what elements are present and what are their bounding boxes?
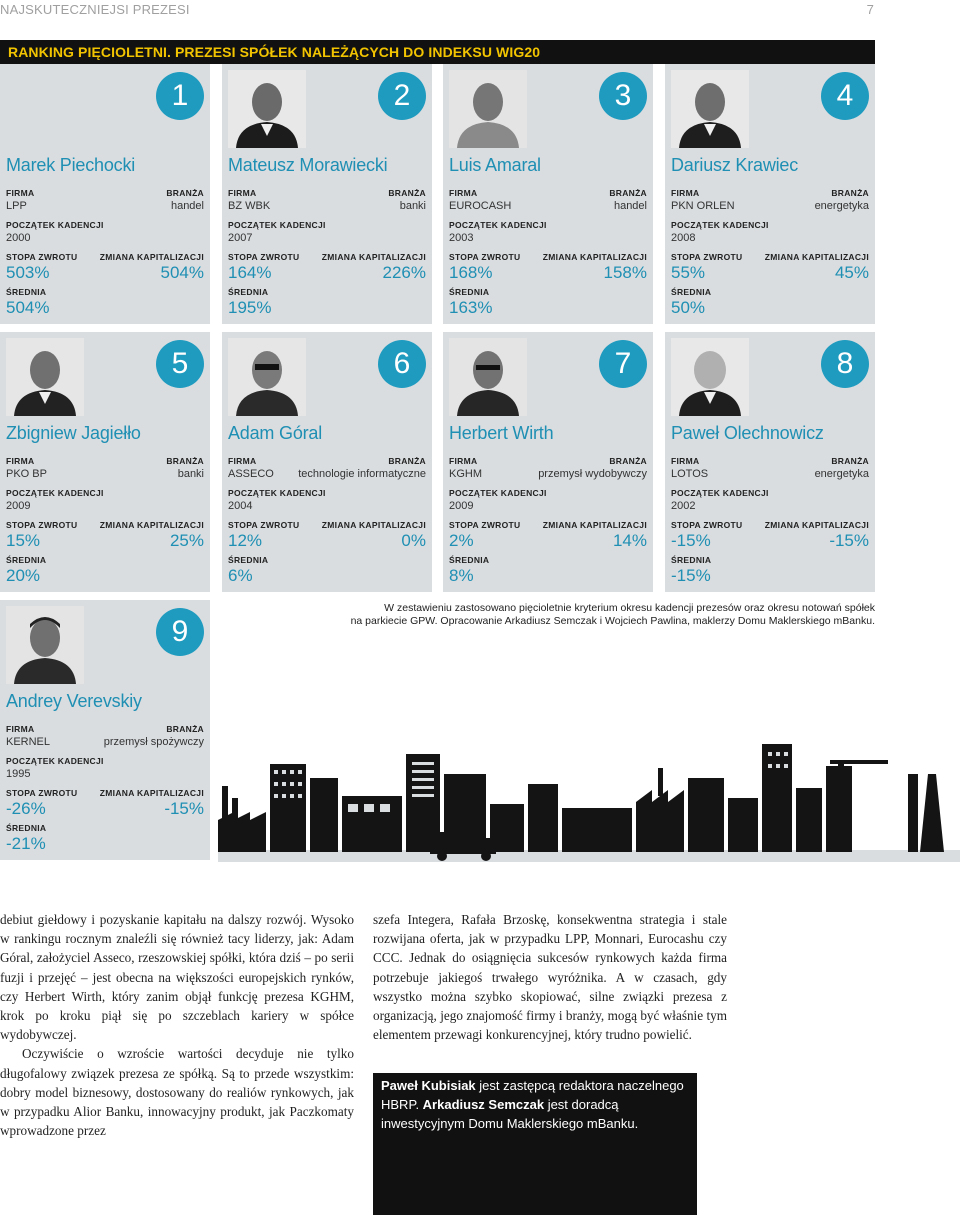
label-branza: BRANŻA <box>609 456 647 466</box>
company: LOTOS <box>671 468 709 480</box>
industry: przemysł wydobywczy <box>538 468 647 480</box>
ceo-photo <box>228 338 306 416</box>
label-firma: FIRMA <box>6 456 35 466</box>
ceo-photo <box>228 70 306 148</box>
industry: banki <box>177 468 204 480</box>
label-stopa: STOPA ZWROTU <box>449 520 521 530</box>
label-zmiana: ZMIANA KAPITALIZACJI <box>99 788 204 798</box>
cap-change: 226% <box>382 263 426 282</box>
ceo-name: Marek Piechocki <box>6 155 136 175</box>
label-zmiana: ZMIANA KAPITALIZACJI <box>99 520 204 530</box>
average: 20% <box>6 566 41 585</box>
return-rate: 503% <box>6 263 50 282</box>
article-paragraph: Oczywiście o wzroście wartości decyduje nie tylko długofalowy związek prezesa ze spółką. Są to przede wszystkim: dobry model biznesowy, dostosowany do realiów rynkowych, jak w przypadku Alior Banku, innowacyjny produkt, jak Paczkomaty wprowadzone przez <box>0 1046 354 1139</box>
return-rate: 168% <box>449 263 493 282</box>
ceo-card-3 <box>443 64 653 324</box>
methodology-note <box>300 602 875 628</box>
label-srednia: ŚREDNIA <box>671 555 712 565</box>
label-start: POCZĄTEK KADENCJI <box>228 488 326 498</box>
label-branza: BRANŻA <box>388 188 426 198</box>
term-start: 2000 <box>6 232 31 244</box>
label-start: POCZĄTEK KADENCJI <box>449 220 547 230</box>
industry: energetyka <box>814 468 869 480</box>
ceo-card-7 <box>443 332 653 592</box>
label-branza: BRANŻA <box>831 188 869 198</box>
label-srednia: ŚREDNIA <box>6 823 47 833</box>
author-description: jest doradcą inwestycyjnym Domu Maklerskiego mBanku. <box>381 1097 639 1131</box>
ceo-name: Paweł Olechnowicz <box>671 423 824 443</box>
ceo-name: Luis Amaral <box>449 155 541 175</box>
label-zmiana: ZMIANA KAPITALIZACJI <box>542 252 647 262</box>
article-paragraph: debiut giełdowy i pozyskanie kapitału na dalszy rozwój. Wysoko w rankingu rocznym znaleźli się również tacy liderzy, jak: Adam Góral, założyciel Asseco, rzeszowskiej spółki, która dziś – po serii fuzji i przejęć – jest obecna na większości europejskich rynków, czy Herbert Wirth, który zanim objął funkcję prezesa KGHM, krok po kroku piął się po szczeblach kariery w spółce wydobywczej. <box>0 912 354 1043</box>
company: BZ WBK <box>228 200 271 212</box>
label-srednia: ŚREDNIA <box>449 287 490 297</box>
note-line-1: W zestawieniu zastosowano pięcioletnie kryterium okresu kadencji prezesów oraz okresu notowań spółek <box>384 602 875 614</box>
term-start: 2007 <box>228 232 253 244</box>
term-start: 1995 <box>6 768 31 780</box>
company: KGHM <box>449 468 482 480</box>
label-srednia: ŚREDNIA <box>6 555 47 565</box>
label-stopa: STOPA ZWROTU <box>671 520 743 530</box>
label-start: POCZĄTEK KADENCJI <box>6 488 104 498</box>
label-zmiana: ZMIANA KAPITALIZACJI <box>321 520 426 530</box>
label-stopa: STOPA ZWROTU <box>671 252 743 262</box>
label-zmiana: ZMIANA KAPITALIZACJI <box>764 520 869 530</box>
return-rate: 164% <box>228 263 272 282</box>
term-start: 2002 <box>671 500 696 512</box>
label-stopa: STOPA ZWROTU <box>449 252 521 262</box>
cap-change: 14% <box>612 531 647 550</box>
label-start: POCZĄTEK KADENCJI <box>671 220 769 230</box>
note-line-2: na parkiecie GPW. Opracowanie Arkadiusz Semczak i Wojciech Pawlina, maklerzy Domu Maklerskiego mBanku. <box>350 615 875 627</box>
company: ASSECO <box>228 468 274 480</box>
ceo-card-4 <box>665 64 875 324</box>
label-stopa: STOPA ZWROTU <box>6 520 78 530</box>
industry: handel <box>613 200 647 212</box>
label-firma: FIRMA <box>6 188 35 198</box>
ceo-photo <box>6 606 84 684</box>
rank-badge: 1 <box>156 72 204 120</box>
section-title: NAJSKUTECZNIEJSI PREZESI <box>0 2 190 17</box>
return-rate: 15% <box>6 531 41 550</box>
label-firma: FIRMA <box>228 188 257 198</box>
cap-change: 504% <box>160 263 204 282</box>
ceo-card-8 <box>665 332 875 592</box>
term-start: 2009 <box>6 500 31 512</box>
average: 8% <box>449 566 474 585</box>
ceo-photo <box>449 70 527 148</box>
label-zmiana: ZMIANA KAPITALIZACJI <box>542 520 647 530</box>
running-header <box>0 2 960 20</box>
article-column-2 <box>373 910 727 1044</box>
ceo-card-9 <box>0 600 210 860</box>
city-illustration <box>218 738 960 862</box>
label-firma: FIRMA <box>671 188 700 198</box>
ceo-name: Dariusz Krawiec <box>671 155 799 175</box>
average: 195% <box>228 298 272 317</box>
rank-badge: 9 <box>156 608 204 656</box>
label-firma: FIRMA <box>671 456 700 466</box>
ceo-card-5 <box>0 332 210 592</box>
company: PKO BP <box>6 468 47 480</box>
rank-badge: 3 <box>599 72 647 120</box>
average: -21% <box>6 834 46 853</box>
ceo-name: Zbigniew Jagiełło <box>6 423 141 443</box>
rank-badge: 8 <box>821 340 869 388</box>
label-branza: BRANŻA <box>609 188 647 198</box>
label-branza: BRANŻA <box>388 456 426 466</box>
average: 163% <box>449 298 493 317</box>
label-stopa: STOPA ZWROTU <box>6 788 78 798</box>
label-zmiana: ZMIANA KAPITALIZACJI <box>321 252 426 262</box>
label-srednia: ŚREDNIA <box>449 555 490 565</box>
label-branza: BRANŻA <box>831 456 869 466</box>
label-branza: BRANŻA <box>166 188 204 198</box>
label-zmiana: ZMIANA KAPITALIZACJI <box>764 252 869 262</box>
label-srednia: ŚREDNIA <box>228 287 269 297</box>
article-paragraph: szefa Integera, Rafała Brzoskę, konsekwentna strategia i stale rozwijana oferta, jak w przypadku LPP, Monnari, Eurocashu czy CCC. Jednak do osiągnięcia sukcesów rynkowych każda firma potrzebuje jakiegoś trwałego wyróżnika. A w czasach, gdy wszystko można szybko skopiować, silne związki prezesa z organizacją, jego znajomość firmy i branży, mogą być właśnie tym elementem przewagi konkurencyjnej, który trudno powielić. <box>373 912 727 1043</box>
label-zmiana: ZMIANA KAPITALIZACJI <box>99 252 204 262</box>
ceo-card-1 <box>0 64 210 324</box>
label-firma: FIRMA <box>449 456 478 466</box>
industry: energetyka <box>814 200 869 212</box>
label-firma: FIRMA <box>6 724 35 734</box>
rank-badge: 7 <box>599 340 647 388</box>
label-start: POCZĄTEK KADENCJI <box>6 220 104 230</box>
average: -15% <box>671 566 711 585</box>
page-number: 7 <box>866 2 874 17</box>
label-srednia: ŚREDNIA <box>671 287 712 297</box>
company: LPP <box>6 200 27 212</box>
ceo-photo <box>6 338 84 416</box>
author-name: Paweł Kubisiak <box>381 1078 476 1093</box>
industry: technologie informatyczne <box>298 468 426 480</box>
rank-badge: 5 <box>156 340 204 388</box>
return-rate: 2% <box>449 531 474 550</box>
industry: banki <box>399 200 426 212</box>
rank-badge: 4 <box>821 72 869 120</box>
ranking-banner: RANKING PIĘCIOLETNI. PREZESI SPÓŁEK NALEŻĄCYCH DO INDEKSU WIG20 <box>0 40 875 64</box>
ceo-card-6 <box>222 332 432 592</box>
ceo-card-2 <box>222 64 432 324</box>
industry: przemysł spożywczy <box>103 736 204 748</box>
industry: handel <box>170 200 204 212</box>
cap-change: -15% <box>829 531 869 550</box>
term-start: 2009 <box>449 500 474 512</box>
ceo-name: Adam Góral <box>228 423 323 443</box>
cap-change: -15% <box>164 799 204 818</box>
rank-badge: 2 <box>378 72 426 120</box>
label-firma: FIRMA <box>449 188 478 198</box>
label-stopa: STOPA ZWROTU <box>228 520 300 530</box>
cap-change: 25% <box>169 531 204 550</box>
return-rate: -26% <box>6 799 46 818</box>
author-bio <box>373 1073 697 1215</box>
label-firma: FIRMA <box>228 456 257 466</box>
ceo-name: Mateusz Morawiecki <box>228 155 388 175</box>
label-start: POCZĄTEK KADENCJI <box>6 756 104 766</box>
average: 50% <box>671 298 706 317</box>
cap-change: 45% <box>834 263 869 282</box>
label-srednia: ŚREDNIA <box>6 287 47 297</box>
label-stopa: STOPA ZWROTU <box>228 252 300 262</box>
rank-badge: 6 <box>378 340 426 388</box>
article-column-1 <box>0 910 354 1140</box>
return-rate: 12% <box>228 531 263 550</box>
label-branza: BRANŻA <box>166 456 204 466</box>
label-branza: BRANŻA <box>166 724 204 734</box>
term-start: 2008 <box>671 232 696 244</box>
label-start: POCZĄTEK KADENCJI <box>228 220 326 230</box>
average: 504% <box>6 298 50 317</box>
company: KERNEL <box>6 736 51 748</box>
average: 6% <box>228 566 253 585</box>
ceo-photo <box>671 70 749 148</box>
return-rate: 55% <box>671 263 706 282</box>
cap-change: 158% <box>603 263 647 282</box>
term-start: 2003 <box>449 232 474 244</box>
label-start: POCZĄTEK KADENCJI <box>671 488 769 498</box>
return-rate: -15% <box>671 531 711 550</box>
term-start: 2004 <box>228 500 253 512</box>
cap-change: 0% <box>401 531 426 550</box>
company: EUROCASH <box>449 200 512 212</box>
label-stopa: STOPA ZWROTU <box>6 252 78 262</box>
company: PKN ORLEN <box>671 200 735 212</box>
label-start: POCZĄTEK KADENCJI <box>449 488 547 498</box>
ceo-name: Herbert Wirth <box>449 423 554 443</box>
label-srednia: ŚREDNIA <box>228 555 269 565</box>
ceo-photo <box>449 338 527 416</box>
author-name: Arkadiusz Semczak <box>422 1097 545 1112</box>
author-description: jest zastępcą redaktora naczelnego HBRP. <box>381 1078 684 1112</box>
ceo-name: Andrey Verevskiy <box>6 691 142 711</box>
ceo-photo <box>671 338 749 416</box>
